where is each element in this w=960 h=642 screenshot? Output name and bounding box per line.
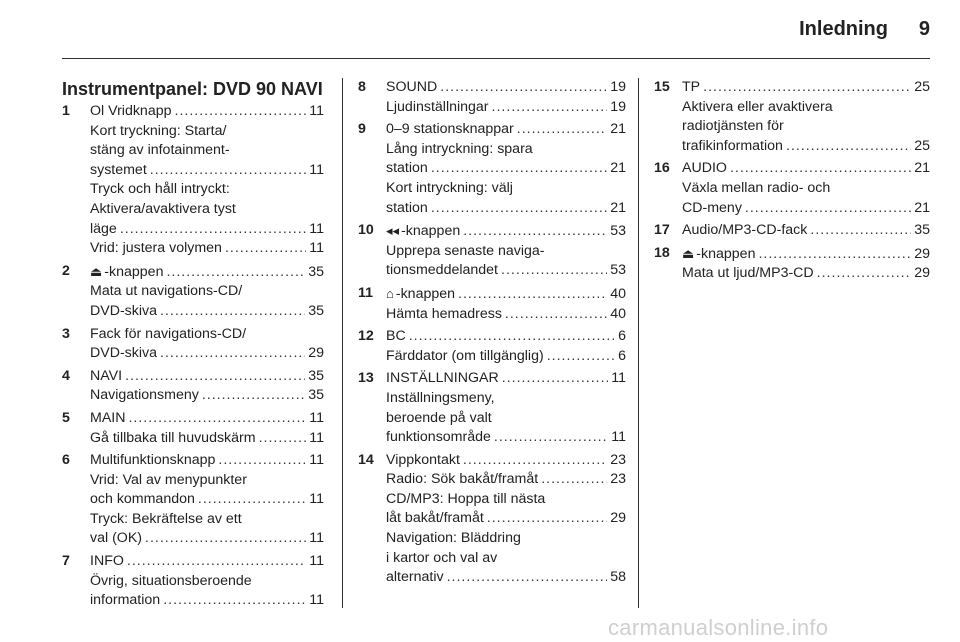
entry-line xyxy=(386,221,626,242)
entry-number: 3 xyxy=(62,325,70,342)
leader-dots xyxy=(541,470,607,490)
leader-dots xyxy=(547,347,615,367)
page-reference: 35 xyxy=(308,387,324,404)
index-entry xyxy=(358,120,626,218)
entry-line xyxy=(386,389,626,409)
index-entry xyxy=(62,409,324,448)
entry-number: 12 xyxy=(358,328,374,345)
entry-text: tionsmeddelandet xyxy=(386,262,499,279)
page-reference: 11 xyxy=(309,240,324,257)
entry-number: 10 xyxy=(358,222,374,239)
watermark: carmanualsonline.info xyxy=(608,615,829,640)
entry-text: läge xyxy=(90,220,117,237)
page-reference: 53 xyxy=(610,223,626,240)
entry-line xyxy=(386,549,626,569)
column-1 xyxy=(62,78,324,614)
leader-dots xyxy=(431,159,607,179)
button-symbol-icon: ⏏ xyxy=(90,263,103,279)
entry-text: CD-meny xyxy=(682,199,742,216)
entry-text: beroende på valt xyxy=(386,409,492,426)
entry-line xyxy=(386,509,626,529)
page-reference: 6 xyxy=(618,347,626,364)
page-reference: 11 xyxy=(309,409,324,426)
leader-dots xyxy=(166,263,305,283)
entry-line xyxy=(90,429,324,449)
index-entry xyxy=(62,262,324,322)
header-divider xyxy=(62,58,930,59)
entry-text: Vippkontakt xyxy=(386,451,460,468)
index-entry xyxy=(358,78,626,117)
entry-line xyxy=(90,529,324,549)
entry-text: Växla mellan radio- och xyxy=(682,179,831,196)
entry-line xyxy=(90,591,324,611)
entry-line xyxy=(90,471,324,491)
page-reference: 23 xyxy=(610,451,626,468)
entry-line xyxy=(90,141,324,161)
entry-text: DVD-skiva xyxy=(90,345,158,362)
entry-line xyxy=(90,386,324,406)
index-entry xyxy=(358,451,626,588)
entry-text: Hämta hemadress xyxy=(386,305,502,322)
entry-line xyxy=(682,117,930,137)
page-reference: 25 xyxy=(914,79,930,95)
entry-text: BC xyxy=(386,328,406,345)
page-reference: 25 xyxy=(914,137,930,154)
leader-dots xyxy=(120,220,306,240)
entry-line xyxy=(90,302,324,322)
entry-line xyxy=(386,140,626,160)
entry-line xyxy=(90,552,324,572)
index-entry xyxy=(654,78,930,156)
entry-line xyxy=(386,179,626,199)
entry-line xyxy=(386,120,626,140)
entry-text: Audio/MP3-CD-fack xyxy=(682,222,808,239)
entry-text: Tryck och håll intryckt: xyxy=(90,181,230,198)
entry-text: stäng av infotainment- xyxy=(90,142,230,159)
page-reference: 40 xyxy=(610,285,626,302)
entry-line xyxy=(682,264,930,284)
leader-dots xyxy=(259,429,307,449)
page-reference: 19 xyxy=(610,79,626,95)
entry-line xyxy=(90,344,324,364)
page-reference: 11 xyxy=(611,429,626,446)
leader-dots xyxy=(163,591,306,611)
index-entry xyxy=(62,102,324,259)
column-2 xyxy=(358,78,626,591)
leader-dots xyxy=(198,490,306,510)
leader-dots xyxy=(487,509,607,529)
leader-dots xyxy=(463,222,607,242)
entry-text: trafikinformation xyxy=(682,137,783,154)
leader-dots xyxy=(128,409,306,429)
leader-dots xyxy=(758,245,911,265)
leader-dots xyxy=(501,261,607,281)
entry-number: 5 xyxy=(62,409,70,426)
leader-dots xyxy=(447,568,608,588)
index-entry xyxy=(62,552,324,611)
entry-line xyxy=(90,161,324,181)
page-reference: 21 xyxy=(914,160,930,177)
index-entry xyxy=(62,325,324,364)
entry-text: Övrig, situationsberoende xyxy=(90,572,252,589)
entry-text: alternativ xyxy=(386,569,444,586)
page-reference: 11 xyxy=(309,103,324,119)
entry-line xyxy=(386,409,626,429)
page-reference: 29 xyxy=(308,345,324,362)
entry-line xyxy=(90,220,324,240)
entry-line xyxy=(90,510,324,530)
entry-line xyxy=(682,137,930,157)
index-entry xyxy=(62,451,324,549)
entry-line xyxy=(386,451,626,471)
entry-text: Fack för navigations-CD/ xyxy=(90,325,247,342)
entry-text: NAVI xyxy=(90,367,123,384)
entry-line xyxy=(386,305,626,325)
leader-dots xyxy=(817,264,912,284)
entry-text: låt bakåt/framåt xyxy=(386,510,484,527)
entry-text: Vrid: justera volymen xyxy=(90,240,222,257)
index-entry xyxy=(358,327,626,366)
entry-line xyxy=(90,200,324,220)
entry-number: 18 xyxy=(654,244,670,261)
entry-line xyxy=(682,221,930,241)
page-reference: 6 xyxy=(618,328,626,345)
entry-line xyxy=(386,568,626,588)
leader-dots xyxy=(505,305,607,325)
entry-text: Navigationsmeny xyxy=(90,387,199,404)
entry-text: AUDIO xyxy=(682,160,727,177)
entry-text: funktionsområde xyxy=(386,429,491,446)
entry-text: -knappen xyxy=(104,263,164,280)
page-reference: 11 xyxy=(309,220,324,237)
entry-text: Navigation: Bläddring xyxy=(386,530,521,547)
section-title: Instrumentpanel: DVD 90 NAVI xyxy=(62,79,323,99)
leader-dots xyxy=(145,529,306,549)
entry-text: Kort tryckning: Starta/ xyxy=(90,122,227,139)
entry-number: 14 xyxy=(358,451,374,468)
entry-line xyxy=(386,470,626,490)
entry-text: CD/MP3: Hoppa till nästa xyxy=(386,490,546,507)
entry-text: Mata ut ljud/MP3-CD xyxy=(682,265,814,282)
entry-text: radiotjänsten för xyxy=(682,118,784,135)
entry-line xyxy=(386,490,626,510)
leader-dots xyxy=(175,102,307,122)
entry-text: Lång intryckning: spara xyxy=(386,140,533,157)
leader-dots xyxy=(202,386,305,406)
column-3 xyxy=(654,78,930,287)
entry-line xyxy=(90,367,324,387)
entry-number: 13 xyxy=(358,370,374,387)
entry-line xyxy=(386,78,626,98)
leader-dots xyxy=(409,327,615,347)
leader-dots xyxy=(218,451,306,471)
entry-text: Vrid: Val av menypunkter xyxy=(90,471,247,488)
entry-line xyxy=(90,282,324,302)
entry-line xyxy=(90,490,324,510)
entry-text: i kartor och val av xyxy=(386,549,498,566)
entry-line xyxy=(90,180,324,200)
entry-text: och kommandon xyxy=(90,491,195,508)
entry-line xyxy=(682,244,930,265)
page-reference: 11 xyxy=(309,530,324,547)
entry-text: MAIN xyxy=(90,409,126,426)
entry-text: INSTÄLLNINGAR xyxy=(386,370,499,387)
page-reference: 11 xyxy=(309,592,324,609)
entry-text: SOUND xyxy=(386,79,438,95)
entry-number: 16 xyxy=(654,160,670,177)
leader-dots xyxy=(125,367,305,387)
entry-text: 0–9 stationsknappar xyxy=(386,121,514,138)
entry-text: Aktivera eller avaktivera xyxy=(682,98,833,115)
leader-dots xyxy=(494,428,608,448)
page-reference: 11 xyxy=(309,491,324,508)
index-entry xyxy=(62,367,324,406)
index-entry xyxy=(358,369,626,447)
entry-line xyxy=(386,347,626,367)
entry-number: 2 xyxy=(62,262,70,279)
entry-number: 7 xyxy=(62,553,70,570)
page-reference: 11 xyxy=(309,452,324,469)
page-reference: 21 xyxy=(610,160,626,177)
leader-dots xyxy=(160,302,305,322)
entry-line xyxy=(90,451,324,471)
leader-dots xyxy=(492,98,608,118)
entry-text: -knappen xyxy=(401,223,461,240)
index-entry xyxy=(358,221,626,281)
leader-dots xyxy=(810,221,911,241)
leader-dots xyxy=(786,137,911,157)
leader-dots xyxy=(463,451,607,471)
leader-dots xyxy=(703,78,911,98)
entry-text: Ol Vridknapp xyxy=(90,103,172,119)
entry-number: 15 xyxy=(654,79,670,95)
entry-line xyxy=(682,199,930,219)
page-header-title: Inledning xyxy=(799,18,888,40)
entry-text: systemet xyxy=(90,161,147,178)
entry-text: TP xyxy=(682,79,701,95)
index-entry xyxy=(654,244,930,284)
page-reference: 21 xyxy=(610,121,626,138)
entry-text: Multifunktionsknapp xyxy=(90,452,216,469)
column-divider-1 xyxy=(342,78,343,608)
entry-text: Aktivera/avaktivera tyst xyxy=(90,200,236,217)
entry-text: -knappen xyxy=(395,285,456,302)
leader-dots xyxy=(127,552,306,572)
entry-text: DVD-skiva xyxy=(90,302,158,319)
entry-line xyxy=(90,325,324,345)
entry-text: Inställningsmeny, xyxy=(386,389,495,406)
entry-line xyxy=(90,572,324,592)
page-reference: 11 xyxy=(611,370,626,387)
entry-text: Radio: Sök bakåt/framåt xyxy=(386,471,539,488)
leader-dots xyxy=(160,344,305,364)
entry-line xyxy=(386,98,626,118)
button-symbol-icon: ⏏ xyxy=(682,245,695,261)
entry-number: 8 xyxy=(358,79,366,95)
page-reference: 35 xyxy=(308,302,324,319)
entry-line xyxy=(90,409,324,429)
entry-text: Kort intryckning: välj xyxy=(386,179,513,196)
entry-text: INFO xyxy=(90,553,124,570)
entry-line xyxy=(386,529,626,549)
entry-line xyxy=(386,369,626,389)
leader-dots xyxy=(225,239,306,259)
entry-number: 1 xyxy=(62,103,70,119)
entry-line xyxy=(386,199,626,219)
entry-line xyxy=(682,78,930,98)
entry-line xyxy=(90,102,324,122)
page-reference: 35 xyxy=(308,367,324,384)
entry-line xyxy=(386,284,626,305)
page-reference: 23 xyxy=(610,471,626,488)
page-reference: 11 xyxy=(309,161,324,178)
entry-text: Upprepa senaste naviga- xyxy=(386,242,545,259)
page-reference: 21 xyxy=(610,199,626,216)
page-reference: 21 xyxy=(914,199,930,216)
page-reference: 11 xyxy=(309,553,324,570)
leader-dots xyxy=(458,285,607,305)
entry-text: Ljudinställningar xyxy=(386,98,489,115)
entry-text: Tryck: Bekräftelse av ett xyxy=(90,510,242,527)
page-reference: 29 xyxy=(914,245,930,262)
page-reference: 35 xyxy=(308,263,324,280)
entry-line xyxy=(682,159,930,179)
entry-number: 9 xyxy=(358,121,366,138)
entry-text: station xyxy=(386,160,428,177)
leader-dots xyxy=(502,369,609,389)
entry-line xyxy=(386,261,626,281)
button-symbol-icon: ◂◂ xyxy=(386,223,400,239)
entry-text: Färddator (om tillgänglig) xyxy=(386,347,544,364)
leader-dots xyxy=(745,199,911,219)
entry-line xyxy=(386,159,626,179)
leader-dots xyxy=(150,161,307,181)
page-reference: 58 xyxy=(610,569,626,586)
page-reference: 11 xyxy=(309,429,324,446)
index-entry xyxy=(654,221,930,241)
entry-line xyxy=(90,239,324,259)
entry-text: station xyxy=(386,199,428,216)
leader-dots xyxy=(730,159,911,179)
entry-number: 6 xyxy=(62,452,70,469)
page-number: 9 xyxy=(918,18,930,40)
button-symbol-icon: ⌂ xyxy=(386,285,394,301)
leader-dots xyxy=(431,199,607,219)
leader-dots xyxy=(517,120,607,140)
page-reference: 53 xyxy=(610,262,626,279)
column-divider-2 xyxy=(638,78,639,608)
index-entry xyxy=(654,159,930,218)
entry-text: Mata ut navigations-CD/ xyxy=(90,283,243,300)
entry-number: 17 xyxy=(654,222,670,239)
entry-line xyxy=(386,428,626,448)
page-reference: 29 xyxy=(914,265,930,282)
entry-line xyxy=(386,242,626,262)
entry-line xyxy=(682,98,930,118)
page-reference: 29 xyxy=(610,510,626,527)
entry-line xyxy=(386,327,626,347)
leader-dots xyxy=(440,78,607,98)
page-reference: 40 xyxy=(610,305,626,322)
entry-text: val (OK) xyxy=(90,530,143,547)
entry-text: Gå tillbaka till huvudskärm xyxy=(90,429,256,446)
page-reference: 19 xyxy=(610,98,626,115)
entry-text: information xyxy=(90,592,161,609)
entry-line xyxy=(682,179,930,199)
entry-number: 11 xyxy=(358,284,373,301)
entry-number: 4 xyxy=(62,367,70,384)
page-reference: 35 xyxy=(914,222,930,239)
entry-line xyxy=(90,122,324,142)
entry-text: -knappen xyxy=(696,245,756,262)
index-entry xyxy=(358,284,626,324)
entry-line xyxy=(90,262,324,283)
